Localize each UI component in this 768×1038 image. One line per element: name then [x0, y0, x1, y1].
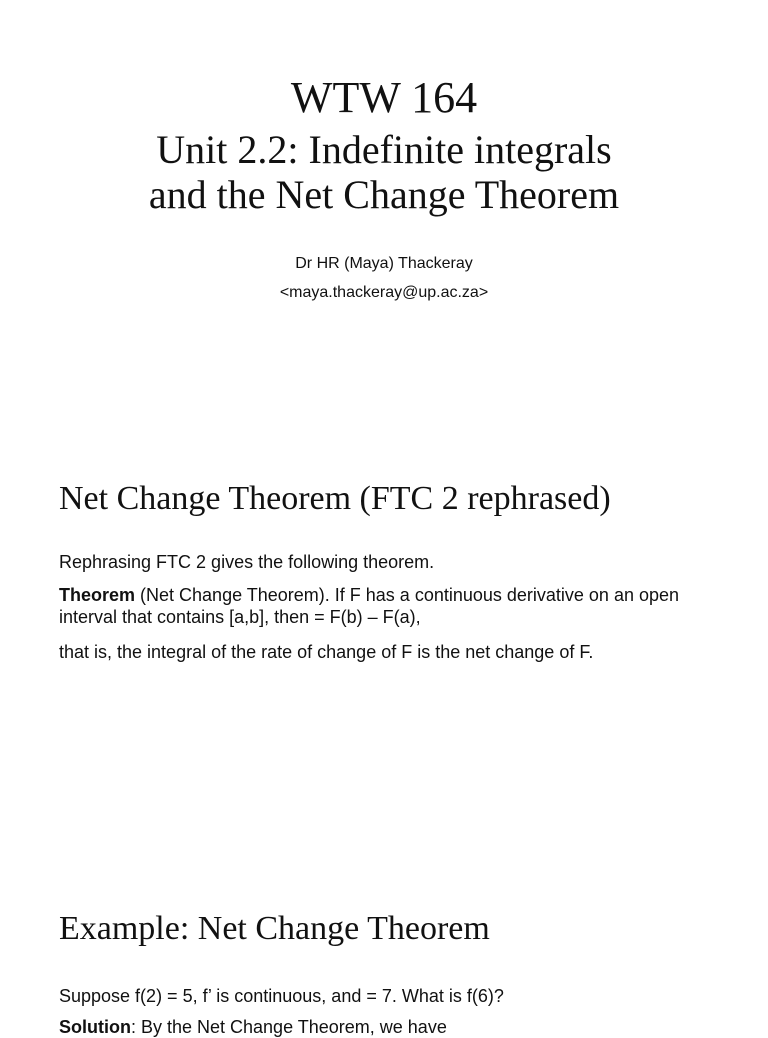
- net-change-theorem-slide: [0, 420, 768, 890]
- example-slide: [0, 890, 768, 1037]
- slide-heading: Net Change Theorem (FTC 2 rephrased): [59, 480, 611, 517]
- theorem-label: Theorem: [59, 585, 136, 605]
- author-name: Dr HR (Maya) Thackeray: [295, 255, 473, 272]
- course-code: WTW 164: [290, 73, 478, 122]
- unit-title-line-2: and the Net Change Theorem: [148, 172, 620, 217]
- slide-heading: Example: Net Change Theorem: [59, 910, 490, 947]
- theorem-paragraph: [59, 584, 719, 628]
- solution-paragraph: [59, 1016, 719, 1038]
- title-slide: [0, 0, 768, 420]
- question-paragraph: Suppose f(2) = 5, f’ is continuous, and = 7. What is f(6)?: [59, 986, 504, 1006]
- solution-label: Solution: [59, 1017, 131, 1037]
- theorem-statement: (Net Change Theorem). If F has a continuous derivative on an open interval that contains [a,b], then = F(b) – F(a),: [59, 585, 680, 627]
- unit-title-line-1: Unit 2.2: Indefinite integrals: [156, 127, 612, 172]
- solution-text: : By the Net Change Theorem, we have: [130, 1017, 447, 1037]
- author-email: <maya.thackeray@up.ac.za>: [279, 284, 489, 301]
- interpretation-paragraph: that is, the integral of the rate of change of F is the net change of F.: [59, 642, 594, 662]
- rephrase-paragraph: Rephrasing FTC 2 gives the following theorem.: [59, 552, 435, 572]
